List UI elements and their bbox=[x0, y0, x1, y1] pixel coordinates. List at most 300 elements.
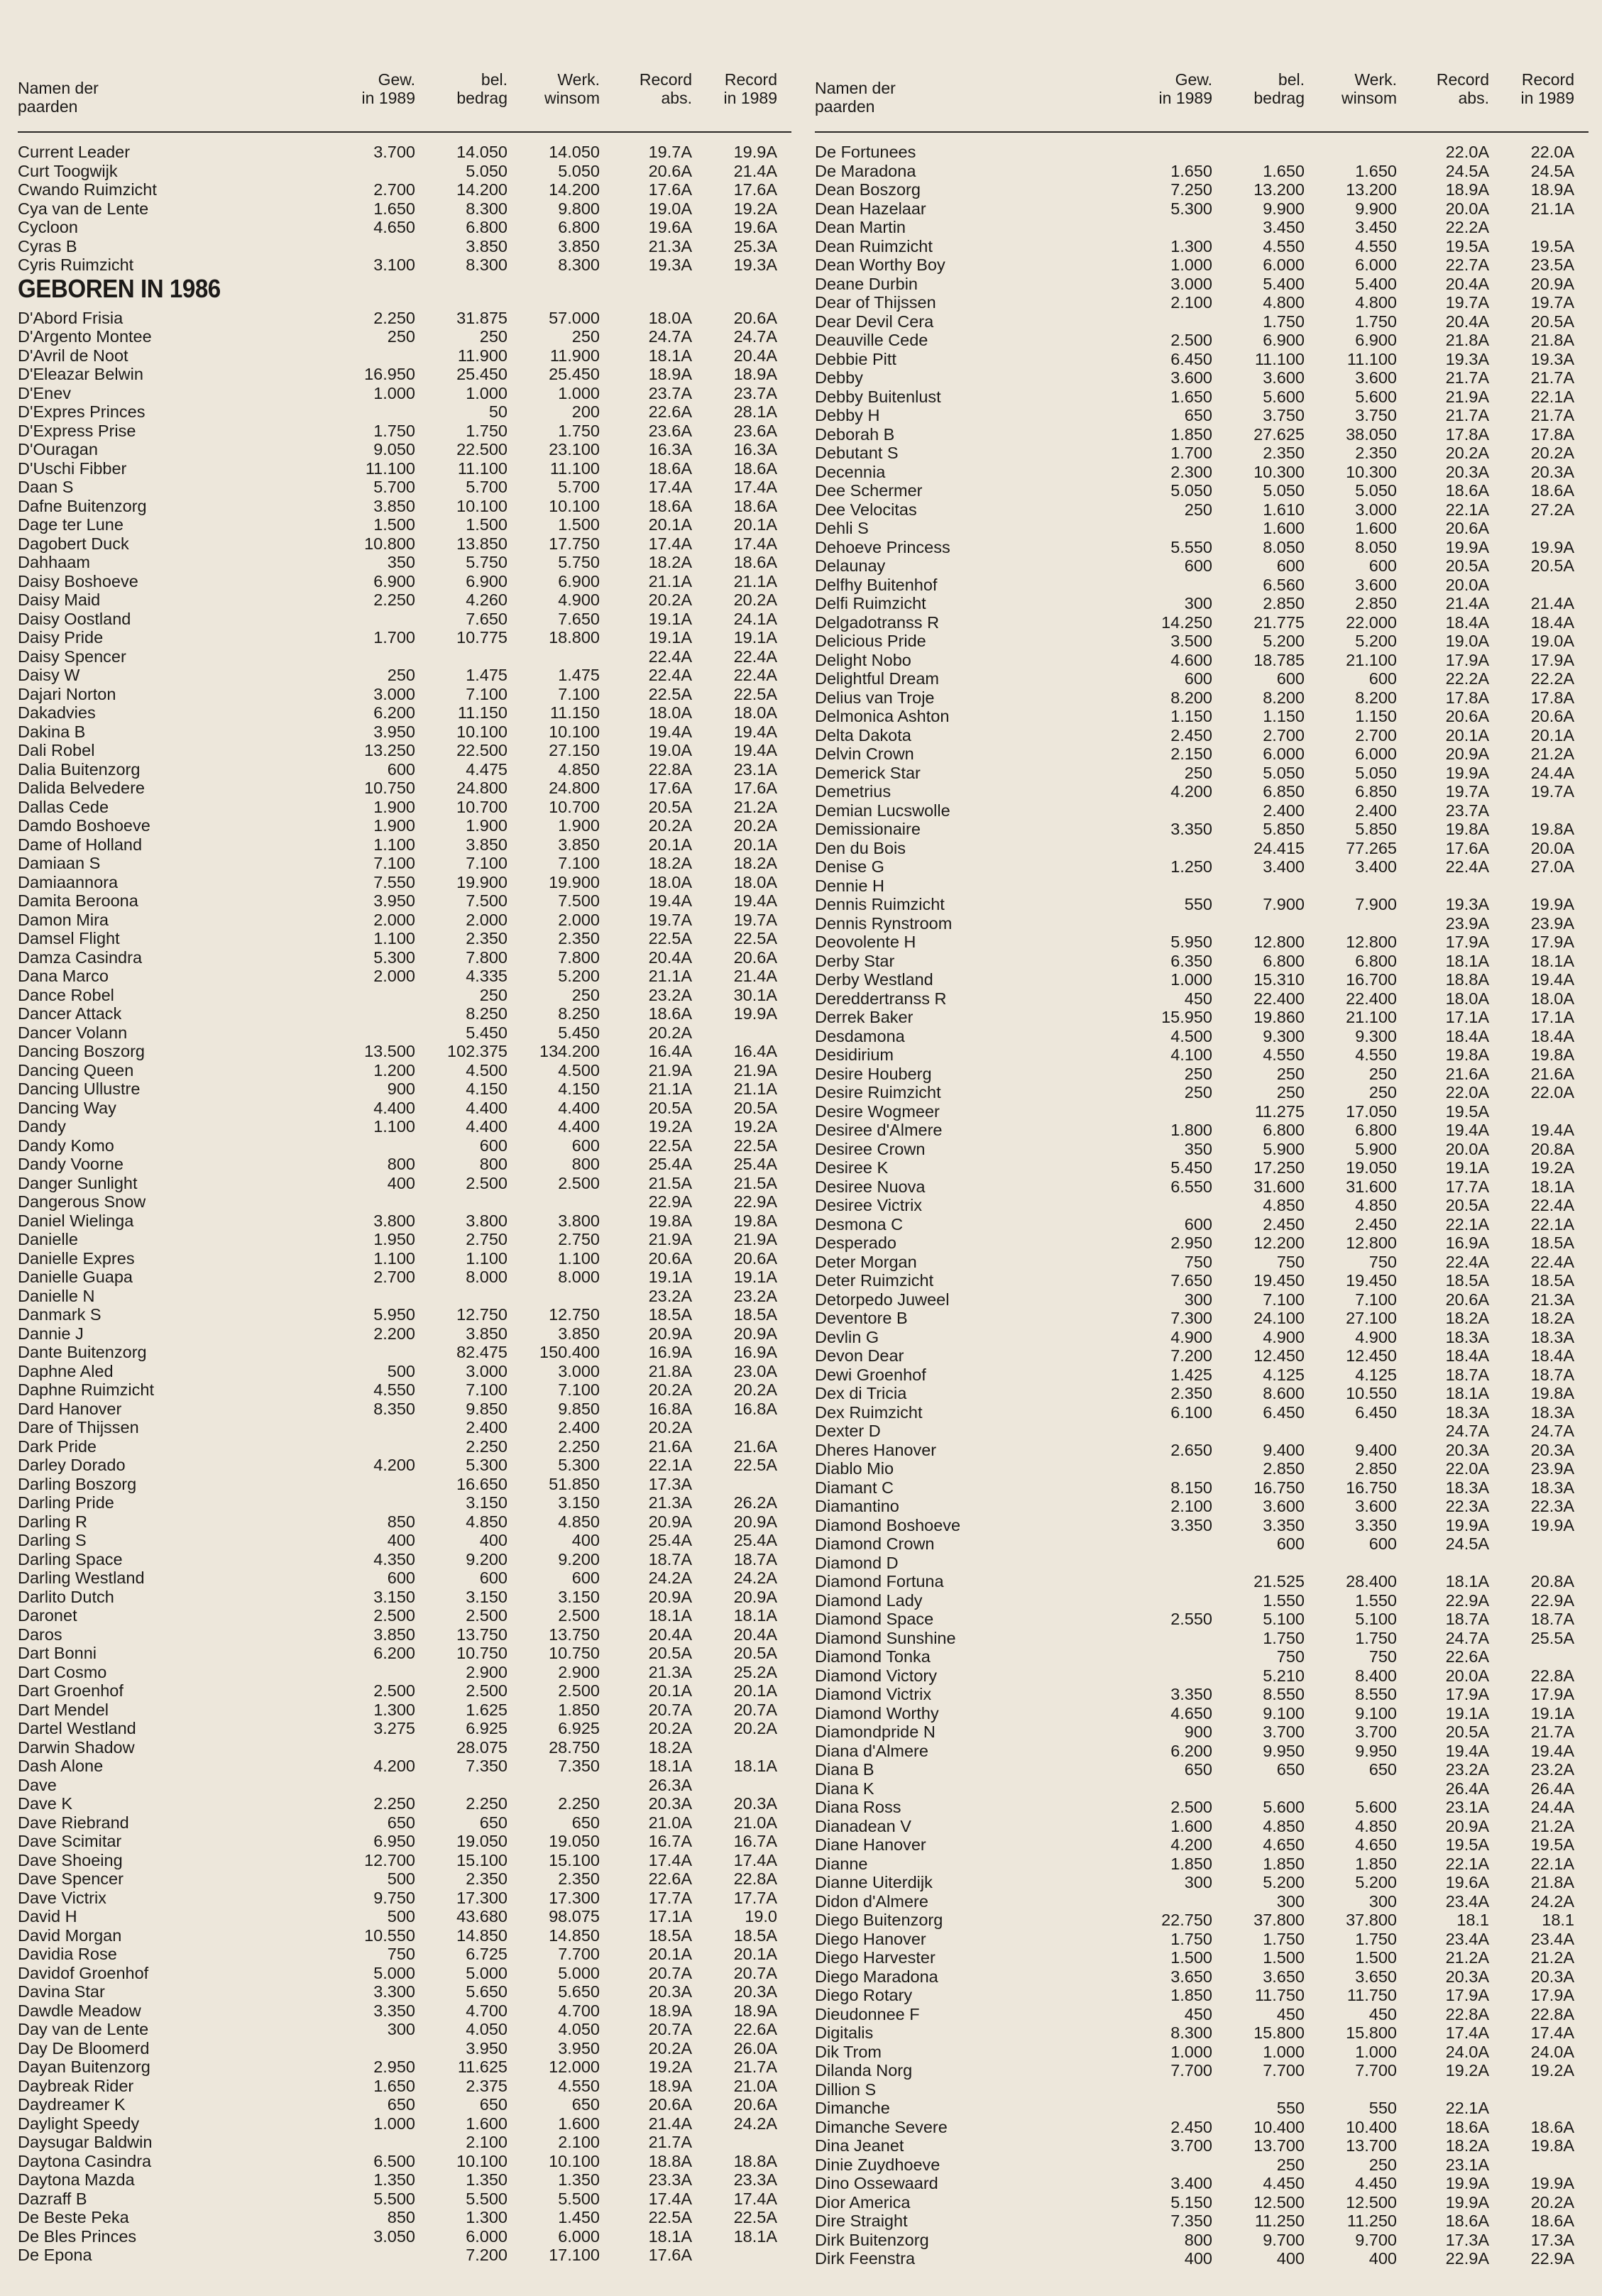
gew-1989: 5.950 bbox=[373, 1305, 415, 1324]
record-abs: 19.6A bbox=[648, 218, 692, 236]
werk-winsom: 2.500 bbox=[558, 1173, 600, 1192]
gew-1989: 12.700 bbox=[364, 1850, 415, 1869]
bel-bedrag: 400 bbox=[479, 1531, 508, 1549]
werk-winsom: 4.125 bbox=[1355, 1365, 1397, 1384]
record-1989: 23.3A bbox=[733, 2170, 777, 2189]
horse-name: Diamond Victrix bbox=[815, 1685, 932, 1703]
bel-bedrag: 600 bbox=[1276, 1534, 1305, 1553]
record-abs: 21.6A bbox=[648, 1437, 692, 1456]
bel-bedrag: 16.750 bbox=[1253, 1478, 1305, 1497]
bel-bedrag: 9.700 bbox=[1263, 2230, 1305, 2249]
record-abs: 24.2A bbox=[648, 1569, 692, 1587]
table-row bbox=[815, 632, 1589, 651]
werk-winsom: 5.050 bbox=[558, 161, 600, 180]
horse-name: Danmark S bbox=[18, 1305, 102, 1324]
gew-1989: 1.200 bbox=[373, 1060, 415, 1080]
record-abs: 19.4A bbox=[648, 722, 692, 741]
table-row bbox=[18, 1475, 791, 1494]
gew-1989: 15.950 bbox=[1161, 1008, 1212, 1026]
record-abs: 21.0A bbox=[648, 1813, 692, 1832]
table-row bbox=[815, 2043, 1589, 2062]
record-abs: 21.1A bbox=[648, 1080, 692, 1098]
horse-name: Desiree Crown bbox=[815, 1139, 926, 1158]
werk-winsom: 28.400 bbox=[1346, 1572, 1397, 1591]
bel-bedrag: 12.200 bbox=[1253, 1234, 1305, 1252]
record-abs: 18.3A bbox=[1445, 1327, 1489, 1346]
record-abs: 18.2A bbox=[1445, 1309, 1489, 1327]
gew-1989: 1.600 bbox=[1170, 1816, 1212, 1835]
bel-bedrag: 13.200 bbox=[1253, 180, 1305, 199]
record-abs: 25.4A bbox=[648, 1155, 692, 1173]
horse-name: Danielle Expres bbox=[18, 1248, 135, 1268]
horse-name: Dare of Thijssen bbox=[18, 1418, 139, 1437]
werk-winsom: 2.000 bbox=[558, 910, 600, 929]
record-1989: 16.9A bbox=[733, 1343, 777, 1361]
record-1989: 21.4A bbox=[733, 161, 777, 180]
table-row bbox=[18, 1719, 791, 1738]
bel-bedrag: 11.275 bbox=[1254, 1102, 1305, 1121]
record-abs: 22.4A bbox=[648, 647, 692, 666]
horse-name: Diamond Tonka bbox=[815, 1647, 931, 1666]
gew-1989: 7.200 bbox=[1170, 1346, 1212, 1365]
record-abs: 18.1A bbox=[1445, 1572, 1489, 1591]
horse-name: Dereddertranss R bbox=[815, 989, 947, 1008]
werk-winsom: 400 bbox=[1368, 2249, 1397, 2268]
werk-winsom: 17.750 bbox=[549, 534, 600, 553]
werk-winsom: 15.100 bbox=[549, 1850, 600, 1869]
record-1989: 18.6A bbox=[733, 553, 777, 571]
bel-bedrag: 1.750 bbox=[466, 421, 508, 440]
horse-name: Dave Riebrand bbox=[18, 1813, 129, 1832]
gew-1989: 1.100 bbox=[373, 1117, 415, 1136]
gew-1989: 1.650 bbox=[1170, 387, 1212, 406]
horse-name: Dallas Cede bbox=[18, 797, 109, 816]
werk-winsom: 5.200 bbox=[558, 967, 600, 985]
werk-winsom: 57.000 bbox=[549, 308, 600, 327]
bel-bedrag: 10.100 bbox=[456, 2151, 508, 2170]
werk-winsom: 4.850 bbox=[1355, 1816, 1397, 1835]
bel-bedrag: 4.550 bbox=[1263, 1045, 1305, 1064]
table-row bbox=[18, 1192, 791, 1212]
horse-name: Dave K bbox=[18, 1794, 73, 1813]
table-row bbox=[815, 594, 1589, 613]
bel-bedrag: 21.525 bbox=[1253, 1572, 1305, 1591]
gew-1989: 300 bbox=[387, 2020, 415, 2038]
table-row bbox=[18, 1287, 791, 1306]
bel-bedrag: 8.250 bbox=[466, 1004, 508, 1023]
bel-bedrag: 4.500 bbox=[466, 1060, 508, 1080]
record-1989: 19.2A bbox=[733, 1117, 777, 1136]
record-abs: 22.5A bbox=[648, 929, 692, 947]
header-record-1989: Record in 1989 bbox=[723, 70, 777, 107]
horse-name: Diego Maradona bbox=[815, 1967, 938, 1986]
horse-name: De Epona bbox=[18, 2246, 92, 2264]
horse-name: Delius van Troje bbox=[815, 688, 935, 707]
record-abs: 20.9A bbox=[1445, 745, 1489, 763]
table-header bbox=[18, 67, 791, 133]
horse-name: Deovolente H bbox=[815, 933, 916, 951]
bel-bedrag: 24.100 bbox=[1253, 1309, 1305, 1327]
table-row bbox=[18, 256, 791, 275]
werk-winsom: 4.900 bbox=[558, 591, 600, 609]
gew-1989: 4.200 bbox=[1170, 1835, 1212, 1854]
werk-winsom: 10.550 bbox=[1346, 1384, 1397, 1402]
gew-1989: 13.250 bbox=[364, 741, 415, 759]
bel-bedrag: 5.850 bbox=[1263, 820, 1305, 838]
record-1989: 21.7A bbox=[1530, 368, 1574, 387]
bel-bedrag: 12.800 bbox=[1253, 933, 1305, 951]
horse-name: Dillion S bbox=[815, 2080, 877, 2099]
werk-winsom: 1.100 bbox=[558, 1248, 600, 1268]
horse-name: D'Avril de Noot bbox=[18, 346, 128, 365]
gew-1989: 1.750 bbox=[1170, 1929, 1212, 1948]
gew-1989: 9.050 bbox=[373, 440, 415, 458]
gew-1989: 2.250 bbox=[373, 308, 415, 327]
record-1989: 25.4A bbox=[733, 1531, 777, 1549]
werk-winsom: 6.900 bbox=[558, 571, 600, 591]
bel-bedrag: 7.650 bbox=[466, 609, 508, 628]
horse-name: Deauville Cede bbox=[815, 331, 928, 349]
werk-winsom: 5.200 bbox=[1355, 632, 1397, 650]
table-row bbox=[18, 199, 791, 219]
gew-1989: 1.150 bbox=[1170, 707, 1212, 725]
horse-name: Desire Wogmeer bbox=[815, 1102, 940, 1121]
bel-bedrag: 4.850 bbox=[1263, 1196, 1305, 1214]
record-1989: 18.4A bbox=[1530, 1346, 1574, 1365]
werk-winsom: 1.000 bbox=[1355, 2042, 1397, 2061]
gew-1989: 850 bbox=[387, 2208, 415, 2226]
werk-winsom: 4.150 bbox=[558, 1080, 600, 1098]
horse-name: Damiaannora bbox=[18, 872, 119, 891]
horse-name: Damdo Boshoeve bbox=[18, 816, 150, 835]
record-1989: 20.8A bbox=[1530, 1572, 1574, 1591]
horse-name: Desire Houberg bbox=[815, 1064, 932, 1083]
werk-winsom: 6.800 bbox=[558, 218, 600, 236]
table-row bbox=[815, 688, 1589, 708]
gew-1989: 1.100 bbox=[373, 835, 415, 854]
record-1989: 20.1A bbox=[733, 1945, 777, 1963]
horse-name: Diamond Victory bbox=[815, 1666, 937, 1685]
record-abs: 18.1 bbox=[1456, 1911, 1489, 1929]
table-row bbox=[815, 1723, 1589, 1742]
table-row bbox=[815, 726, 1589, 745]
werk-winsom: 750 bbox=[1368, 1252, 1397, 1271]
record-abs: 24.5A bbox=[1445, 161, 1489, 180]
table-row bbox=[815, 2231, 1589, 2250]
table-row bbox=[18, 1550, 791, 1569]
horse-name: Dior America bbox=[815, 2192, 911, 2212]
table-row bbox=[18, 402, 791, 422]
record-abs: 22.9A bbox=[1445, 2249, 1489, 2268]
bel-bedrag: 8.000 bbox=[466, 1268, 508, 1286]
record-abs: 20.4A bbox=[648, 1625, 692, 1644]
bel-bedrag: 4.850 bbox=[1263, 1816, 1305, 1835]
bel-bedrag: 6.900 bbox=[1263, 331, 1305, 349]
gew-1989: 1.850 bbox=[1170, 424, 1212, 444]
record-1989: 18.5A bbox=[1530, 1271, 1574, 1290]
record-abs: 23.9A bbox=[1445, 913, 1489, 933]
record-abs: 19.0A bbox=[1445, 632, 1489, 650]
record-abs: 23.2A bbox=[648, 985, 692, 1004]
record-1989: 24.2A bbox=[733, 1569, 777, 1587]
werk-winsom: 13.200 bbox=[1346, 180, 1397, 199]
werk-winsom: 1.000 bbox=[558, 383, 600, 402]
record-1989: 25.2A bbox=[733, 1662, 777, 1681]
gew-1989: 2.250 bbox=[373, 591, 415, 609]
horse-name: Dean Worthy Boy bbox=[815, 256, 945, 274]
table-row bbox=[815, 1328, 1589, 1347]
gew-1989: 7.650 bbox=[1170, 1271, 1212, 1290]
werk-winsom: 14.050 bbox=[549, 143, 600, 161]
record-1989: 21.8A bbox=[1530, 331, 1574, 349]
bel-bedrag: 8.550 bbox=[1263, 1685, 1305, 1703]
werk-winsom: 27.150 bbox=[549, 741, 600, 759]
gew-1989: 10.750 bbox=[364, 779, 415, 797]
bel-bedrag: 3.750 bbox=[1263, 406, 1305, 424]
horse-name: Diamond Sunshine bbox=[815, 1628, 956, 1647]
record-1989: 21.7A bbox=[1530, 1723, 1574, 1741]
bel-bedrag: 4.050 bbox=[466, 2020, 508, 2038]
table-row bbox=[815, 1158, 1589, 1177]
werk-winsom: 3.450 bbox=[1355, 218, 1397, 236]
werk-winsom: 400 bbox=[571, 1531, 600, 1549]
horse-name: Dex Ruimzicht bbox=[815, 1402, 923, 1422]
section-heading: GEBOREN IN 1986 bbox=[18, 273, 221, 303]
record-1989: 18.1A bbox=[733, 1606, 777, 1625]
record-abs: 18.4A bbox=[1445, 1026, 1489, 1045]
werk-winsom: 4.550 bbox=[558, 2076, 600, 2095]
werk-winsom: 1.850 bbox=[558, 1700, 600, 1719]
record-abs: 16.9A bbox=[1445, 1234, 1489, 1252]
table-row bbox=[18, 1061, 791, 1080]
record-abs: 18.9A bbox=[648, 365, 692, 383]
record-1989: 22.9A bbox=[1530, 1591, 1574, 1610]
record-abs: 20.7A bbox=[648, 1963, 692, 1982]
table-row bbox=[815, 143, 1589, 162]
werk-winsom: 5.600 bbox=[1355, 1798, 1397, 1816]
horse-name: Dart Groenhof bbox=[18, 1681, 124, 1700]
record-abs: 20.0A bbox=[1445, 575, 1489, 594]
werk-winsom: 2.850 bbox=[1355, 594, 1397, 613]
record-1989: 20.6A bbox=[733, 308, 777, 327]
record-abs: 19.4A bbox=[648, 891, 692, 910]
record-abs: 20.2A bbox=[648, 1418, 692, 1437]
table-row bbox=[815, 2080, 1589, 2099]
record-1989: 24.4A bbox=[1530, 763, 1574, 782]
horse-name: Dean Martin bbox=[815, 218, 906, 236]
werk-winsom: 17.050 bbox=[1346, 1102, 1397, 1121]
record-1989: 17.6A bbox=[733, 779, 777, 797]
gew-1989: 900 bbox=[1184, 1723, 1212, 1741]
gew-1989: 3.150 bbox=[373, 1587, 415, 1606]
record-1989: 22.9A bbox=[733, 1192, 777, 1211]
werk-winsom: 4.550 bbox=[1355, 1045, 1397, 1064]
record-abs: 21.7A bbox=[1445, 368, 1489, 387]
werk-winsom: 650 bbox=[571, 1813, 600, 1832]
record-1989: 22.3A bbox=[1530, 1497, 1574, 1515]
record-abs: 23.3A bbox=[648, 2170, 692, 2189]
record-abs: 18.7A bbox=[1445, 1610, 1489, 1628]
horse-name: Dakadvies bbox=[18, 703, 96, 722]
horse-name: Daydreamer K bbox=[18, 2095, 126, 2114]
gew-1989: 6.550 bbox=[1170, 1177, 1212, 1196]
record-1989: 22.2A bbox=[1530, 669, 1574, 688]
bel-bedrag: 8.300 bbox=[466, 199, 508, 218]
record-abs: 23.7A bbox=[648, 383, 692, 402]
bel-bedrag: 1.650 bbox=[1263, 161, 1305, 180]
table-row bbox=[18, 2001, 791, 2021]
record-abs: 22.0A bbox=[1445, 1083, 1489, 1102]
werk-winsom: 1.750 bbox=[558, 421, 600, 440]
gew-1989: 1.425 bbox=[1170, 1365, 1212, 1384]
horse-name: Dart Mendel bbox=[18, 1700, 109, 1719]
record-abs: 20.1A bbox=[1445, 725, 1489, 745]
horse-name: Delmonica Ashton bbox=[815, 707, 950, 725]
gew-1989: 2.100 bbox=[1170, 1497, 1212, 1515]
horse-name: Desiree Nuova bbox=[815, 1177, 926, 1196]
record-1989: 28.1A bbox=[733, 402, 777, 421]
werk-winsom: 7.100 bbox=[1355, 1290, 1397, 1309]
werk-winsom: 11.900 bbox=[549, 346, 600, 365]
table-row bbox=[815, 764, 1589, 783]
gew-1989: 550 bbox=[1184, 895, 1212, 913]
bel-bedrag: 7.700 bbox=[1263, 2061, 1305, 2080]
table-row bbox=[18, 779, 791, 798]
horse-name: Damza Casindra bbox=[18, 947, 143, 967]
table-row bbox=[18, 384, 791, 403]
horse-name: Delightful Dream bbox=[815, 669, 940, 688]
record-abs: 18.5A bbox=[648, 1305, 692, 1324]
record-1989: 20.9A bbox=[733, 1512, 777, 1531]
table-row bbox=[815, 1121, 1589, 1140]
header-bel: bel. bedrag bbox=[456, 70, 508, 107]
bel-bedrag: 17.300 bbox=[456, 1888, 508, 1907]
record-abs: 16.9A bbox=[648, 1343, 692, 1361]
record-abs: 17.1A bbox=[648, 1907, 692, 1926]
bel-bedrag: 7.100 bbox=[466, 854, 508, 872]
record-1989: 20.2A bbox=[733, 1380, 777, 1399]
record-1989: 22.5A bbox=[733, 929, 777, 947]
werk-winsom: 31.600 bbox=[1346, 1177, 1397, 1196]
table-row bbox=[18, 1851, 791, 1870]
table-row bbox=[815, 651, 1589, 670]
record-1989: 18.2A bbox=[1530, 1309, 1574, 1327]
table-row bbox=[815, 406, 1589, 425]
table-row bbox=[18, 703, 791, 723]
gew-1989: 1.800 bbox=[1170, 1121, 1212, 1139]
record-abs: 19.7A bbox=[648, 143, 692, 161]
record-1989: 22.1A bbox=[1530, 1214, 1574, 1234]
bel-bedrag: 5.450 bbox=[466, 1023, 508, 1042]
horse-name: Darley Dorado bbox=[18, 1456, 126, 1474]
horse-name: Daytona Mazda bbox=[18, 2170, 135, 2189]
werk-winsom: 38.050 bbox=[1346, 424, 1397, 444]
horse-name: Daisy Maid bbox=[18, 591, 101, 609]
horse-name: Diamond Worthy bbox=[815, 1703, 939, 1723]
werk-winsom: 4.900 bbox=[1355, 1327, 1397, 1346]
record-1989: 22.0A bbox=[1530, 1083, 1574, 1102]
record-abs: 17.6A bbox=[648, 2246, 692, 2264]
record-abs: 17.9A bbox=[1445, 1685, 1489, 1703]
gew-1989: 2.550 bbox=[1170, 1610, 1212, 1628]
table-row bbox=[18, 1926, 791, 1945]
horse-name: Dalia Buitenzorg bbox=[18, 759, 141, 779]
werk-winsom: 11.250 bbox=[1346, 2212, 1397, 2230]
record-abs: 22.6A bbox=[1445, 1647, 1489, 1666]
werk-winsom: 3.600 bbox=[1355, 1497, 1397, 1515]
bel-bedrag: 10.750 bbox=[456, 1644, 508, 1662]
table-row bbox=[18, 459, 791, 478]
record-abs: 17.9A bbox=[1445, 650, 1489, 669]
werk-winsom: 2.900 bbox=[558, 1662, 600, 1681]
table-row bbox=[18, 1569, 791, 1588]
record-abs: 20.1A bbox=[648, 1681, 692, 1700]
bel-bedrag: 24.800 bbox=[456, 779, 508, 797]
gew-1989: 5.700 bbox=[373, 478, 415, 496]
bel-bedrag: 21.775 bbox=[1253, 613, 1305, 632]
record-1989: 20.4A bbox=[733, 346, 777, 365]
werk-winsom: 9.950 bbox=[1355, 1741, 1397, 1760]
werk-winsom: 9.700 bbox=[1355, 2230, 1397, 2249]
horse-name: Demian Lucswolle bbox=[815, 801, 950, 820]
horse-name: Denise G bbox=[815, 857, 884, 876]
werk-winsom: 6.000 bbox=[1355, 256, 1397, 274]
table-row bbox=[18, 741, 791, 760]
bel-bedrag: 17.250 bbox=[1253, 1158, 1305, 1177]
record-abs: 19.5A bbox=[1445, 1835, 1489, 1854]
record-abs: 20.5A bbox=[1445, 1723, 1489, 1741]
horse-name: Daytona Casindra bbox=[18, 2151, 152, 2170]
record-abs: 19.1A bbox=[648, 628, 692, 647]
horse-name: Dave Victrix bbox=[18, 1888, 106, 1907]
record-abs: 21.9A bbox=[1445, 387, 1489, 406]
horse-name: Derby Westland bbox=[815, 970, 933, 989]
werk-winsom: 7.900 bbox=[1355, 895, 1397, 913]
record-1989: 16.3A bbox=[733, 440, 777, 458]
table-row bbox=[18, 2133, 791, 2152]
record-abs: 21.6A bbox=[1445, 1064, 1489, 1083]
bel-bedrag: 1.500 bbox=[1263, 1948, 1305, 1967]
horse-name: Diego Harvester bbox=[815, 1948, 936, 1967]
gew-1989: 5.050 bbox=[1170, 481, 1212, 500]
gew-1989: 1.000 bbox=[373, 2114, 415, 2133]
record-1989: 21.2A bbox=[733, 797, 777, 816]
record-1989: 17.4A bbox=[733, 2189, 777, 2208]
record-abs: 19.9A bbox=[1445, 2174, 1489, 2192]
table-row bbox=[18, 327, 791, 346]
record-1989: 19.9A bbox=[1530, 895, 1574, 913]
horse-name: Dik Trom bbox=[815, 2042, 882, 2061]
record-1989: 19.8A bbox=[1530, 2136, 1574, 2155]
table-row bbox=[815, 162, 1589, 181]
table-row bbox=[18, 1249, 791, 1268]
table-row bbox=[815, 1045, 1589, 1065]
werk-winsom: 5.100 bbox=[1355, 1610, 1397, 1628]
record-1989: 24.2A bbox=[1530, 1891, 1574, 1911]
bel-bedrag: 15.310 bbox=[1253, 970, 1305, 989]
bel-bedrag: 4.335 bbox=[466, 967, 508, 985]
werk-winsom: 4.800 bbox=[1355, 293, 1397, 312]
gew-1989: 3.350 bbox=[1170, 820, 1212, 838]
bel-bedrag: 4.800 bbox=[1263, 293, 1305, 312]
horse-name: Dieudonnee F bbox=[815, 2004, 920, 2023]
werk-winsom: 9.400 bbox=[1355, 1440, 1397, 1459]
bel-bedrag: 3.850 bbox=[466, 1324, 508, 1343]
record-abs: 20.9A bbox=[1445, 1816, 1489, 1835]
table-row bbox=[815, 895, 1589, 914]
table-row bbox=[815, 1967, 1589, 1987]
werk-winsom: 2.400 bbox=[1355, 801, 1397, 820]
